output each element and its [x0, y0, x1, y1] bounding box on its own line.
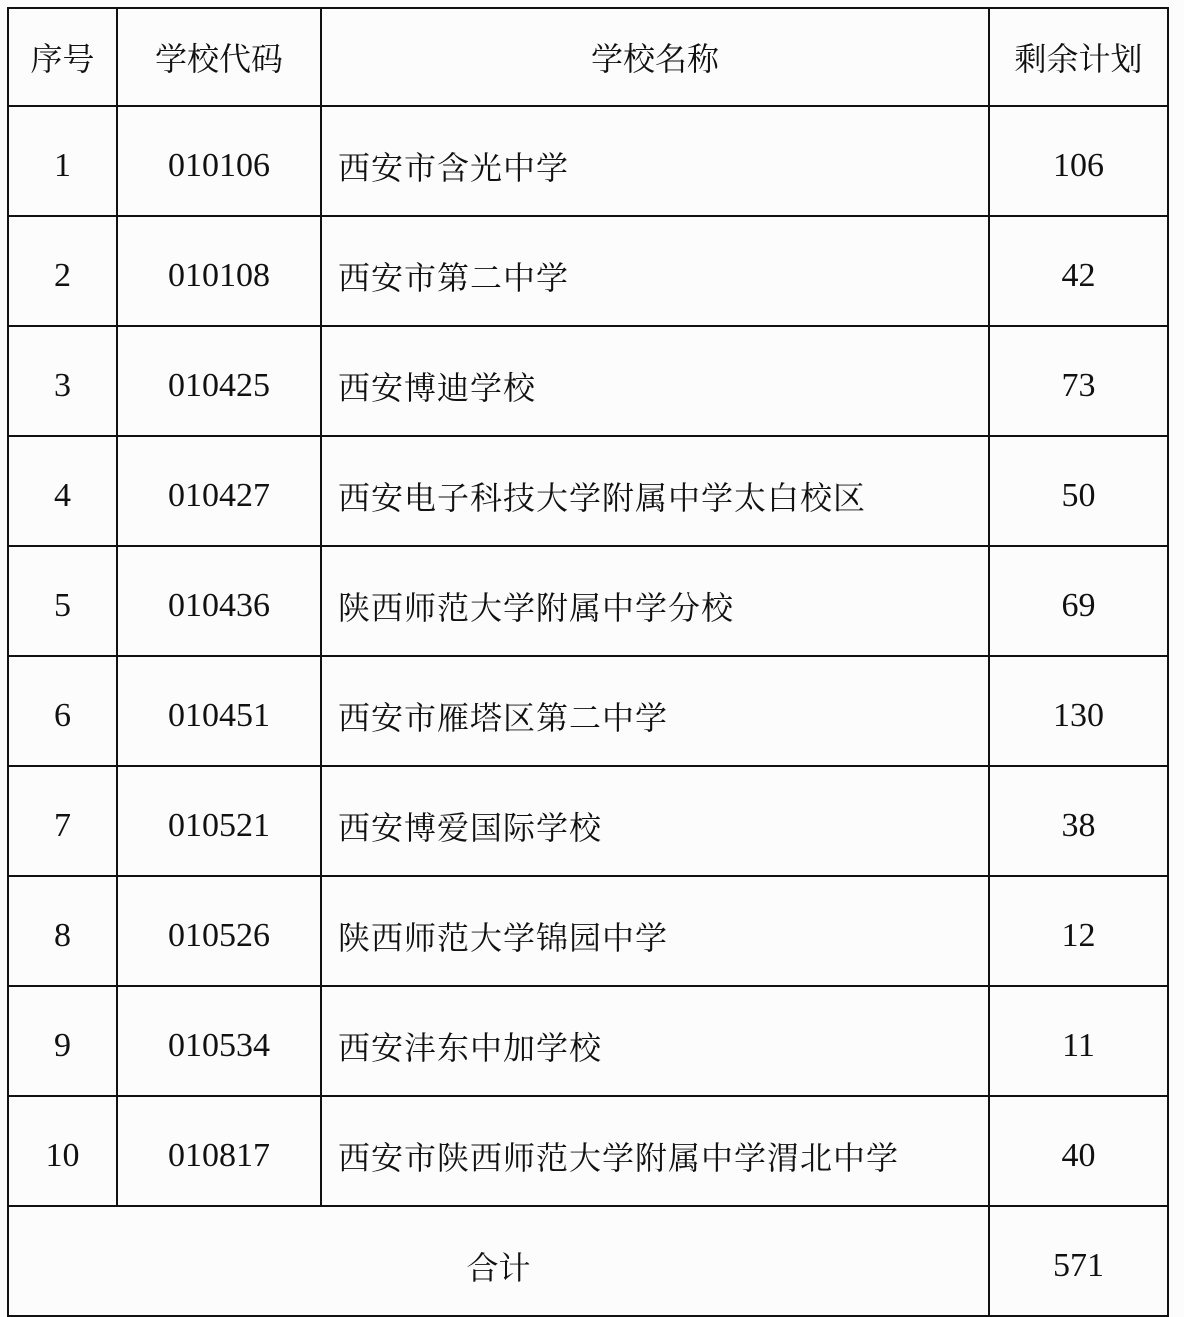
row-remaining-plan: 73 — [989, 326, 1168, 436]
school-plan-table — [7, 7, 1169, 1317]
row-school-code: 010108 — [117, 216, 321, 326]
row-remaining-plan: 11 — [989, 986, 1168, 1096]
table-row — [8, 876, 1168, 986]
header-remaining-plan: 剩余计划 — [989, 8, 1168, 106]
row-school-code: 010427 — [117, 436, 321, 546]
row-index: 6 — [8, 656, 117, 766]
row-school-code: 010451 — [117, 656, 321, 766]
row-school-name: 西安市雁塔区第二中学 — [321, 656, 989, 766]
header-school-code: 学校代码 — [117, 8, 321, 106]
table-row — [8, 656, 1168, 766]
row-index: 10 — [8, 1096, 117, 1206]
row-remaining-plan: 130 — [989, 656, 1168, 766]
row-remaining-plan: 40 — [989, 1096, 1168, 1206]
row-remaining-plan: 42 — [989, 216, 1168, 326]
row-index: 7 — [8, 766, 117, 876]
row-school-name: 西安博迪学校 — [321, 326, 989, 436]
table-row — [8, 436, 1168, 546]
row-school-code: 010526 — [117, 876, 321, 986]
row-school-code: 010521 — [117, 766, 321, 876]
total-row — [8, 1206, 1168, 1316]
row-school-name: 陕西师范大学锦园中学 — [321, 876, 989, 986]
row-remaining-plan: 106 — [989, 106, 1168, 216]
row-school-name: 西安市第二中学 — [321, 216, 989, 326]
row-index: 5 — [8, 546, 117, 656]
row-school-name: 西安市含光中学 — [321, 106, 989, 216]
table-row — [8, 1096, 1168, 1206]
row-school-code: 010534 — [117, 986, 321, 1096]
table-row — [8, 546, 1168, 656]
row-school-code: 010106 — [117, 106, 321, 216]
header-row — [8, 8, 1168, 106]
row-index: 2 — [8, 216, 117, 326]
row-remaining-plan: 50 — [989, 436, 1168, 546]
table-row — [8, 766, 1168, 876]
row-remaining-plan: 69 — [989, 546, 1168, 656]
row-school-name: 西安电子科技大学附属中学太白校区 — [321, 436, 989, 546]
row-school-name: 陕西师范大学附属中学分校 — [321, 546, 989, 656]
row-remaining-plan: 12 — [989, 876, 1168, 986]
total-label: 合计 — [8, 1206, 989, 1316]
row-school-code: 010425 — [117, 326, 321, 436]
row-school-code: 010817 — [117, 1096, 321, 1206]
row-school-name: 西安博爱国际学校 — [321, 766, 989, 876]
table-row — [8, 986, 1168, 1096]
row-school-name: 西安市陕西师范大学附属中学渭北中学 — [321, 1096, 989, 1206]
row-school-name: 西安沣东中加学校 — [321, 986, 989, 1096]
total-value: 571 — [989, 1206, 1168, 1316]
table-row — [8, 216, 1168, 326]
row-school-code: 010436 — [117, 546, 321, 656]
row-index: 4 — [8, 436, 117, 546]
table-row — [8, 106, 1168, 216]
table-row — [8, 326, 1168, 436]
header-index: 序号 — [8, 8, 117, 106]
row-index: 8 — [8, 876, 117, 986]
row-remaining-plan: 38 — [989, 766, 1168, 876]
row-index: 3 — [8, 326, 117, 436]
header-school-name: 学校名称 — [321, 8, 989, 106]
row-index: 1 — [8, 106, 117, 216]
row-index: 9 — [8, 986, 117, 1096]
